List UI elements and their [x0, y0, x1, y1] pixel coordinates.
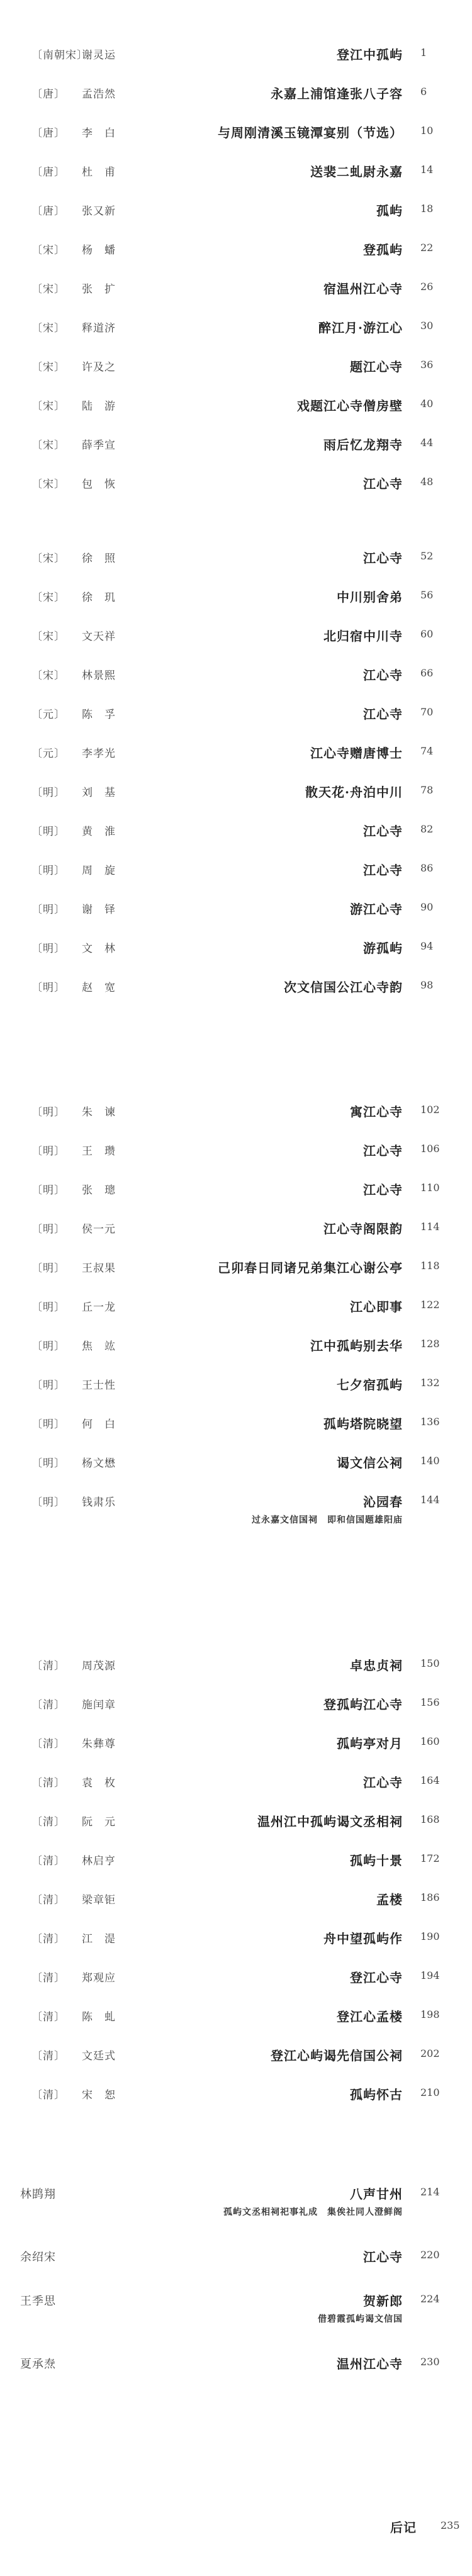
entry-title: 江心寺赠唐博士: [310, 746, 403, 761]
entry-author: 袁 枚: [82, 1777, 116, 1789]
entry-page-number: 1: [420, 47, 427, 59]
entry-dynasty: 〔清〕: [31, 1816, 65, 1828]
entry-title: 醉江月·游江心: [318, 320, 403, 335]
entry-author: 钱肃乐: [82, 1496, 116, 1509]
entry-page-number: 150: [420, 1657, 440, 1669]
entry-page-number: 110: [420, 1182, 440, 1194]
entry-page-number: 214: [420, 2186, 440, 2198]
toc-entry[interactable]: [0, 2350, 472, 2375]
toc-entry[interactable]: [0, 1371, 472, 1396]
entry-page-number: 78: [420, 784, 434, 796]
entry-author: 徐 玑: [82, 591, 116, 604]
toc-entry[interactable]: [0, 1652, 472, 1677]
entry-author: 施闰章: [82, 1699, 116, 1711]
entry-dynasty: 〔清〕: [31, 1699, 65, 1711]
entry-title: 散天花·舟泊中川: [305, 785, 403, 800]
toc-entry[interactable]: [0, 158, 472, 183]
entry-page-number: 10: [420, 125, 434, 137]
afterword-entry[interactable]: [0, 2514, 472, 2539]
entry-dynasty: 〔宋〕: [31, 439, 65, 452]
entry-author: 宋 恕: [82, 2089, 116, 2102]
entry-dynasty: 〔元〕: [31, 708, 65, 721]
toc-entry[interactable]: [0, 1176, 472, 1201]
entry-author: 陆 游: [82, 400, 116, 413]
entry-dynasty: 〔明〕: [31, 904, 65, 916]
entry-page-number: 202: [420, 2047, 440, 2059]
entry-page-number: 82: [420, 823, 434, 835]
toc-entry[interactable]: [0, 2003, 472, 2028]
entry-page-number: 168: [420, 1813, 440, 1825]
toc-entry[interactable]: [0, 236, 472, 261]
entry-title: 贺新郎: [363, 2293, 403, 2309]
entry-dynasty: 〔宋〕: [31, 630, 65, 643]
toc-entry[interactable]: [0, 1215, 472, 1240]
entry-title: 江心寺: [363, 1775, 403, 1790]
entry-dynasty: 〔清〕: [31, 1933, 65, 1946]
entry-page-number: 56: [420, 589, 434, 601]
entry-page-number: 198: [420, 2008, 440, 2020]
entry-author: 陈 虬: [82, 2011, 116, 2024]
entry-author: 焦 竑: [82, 1340, 116, 1353]
entry-dynasty: 〔唐〕: [31, 88, 65, 101]
entry-author: 张又新: [82, 205, 116, 218]
entry-title: 永嘉上浦馆逢张八子容: [271, 86, 403, 101]
entry-dynasty: 〔明〕: [31, 1262, 65, 1275]
entry-title: 登江心孟楼: [337, 2009, 403, 2024]
entry-author: 谢灵运: [82, 49, 116, 62]
toc-entry[interactable]: [0, 583, 472, 608]
toc-entry[interactable]: [0, 392, 472, 417]
entry-author: 徐 照: [82, 552, 116, 565]
entry-page-number: 94: [420, 940, 434, 952]
entry-author: 周茂源: [82, 1660, 116, 1672]
entry-title: 孤屿亭对月: [337, 1736, 403, 1751]
toc-entry[interactable]: [0, 544, 472, 569]
toc-entry[interactable]: [0, 119, 472, 144]
entry-title: 孤屿十景: [350, 1853, 403, 1868]
entry-page-number: 132: [420, 1377, 440, 1389]
entry-title: 宿温州江心寺: [323, 281, 403, 296]
toc-entry[interactable]: [0, 1964, 472, 1989]
entry-dynasty: 〔明〕: [31, 865, 65, 877]
entry-page-number: 70: [420, 706, 434, 718]
entry-author: 王 瓒: [82, 1145, 116, 1158]
entry-author: 谢 铎: [82, 904, 116, 916]
entry-page-number: 128: [420, 1338, 440, 1350]
entry-dynasty: 〔清〕: [31, 1660, 65, 1672]
toc-entry[interactable]: [0, 314, 472, 339]
toc-entry[interactable]: [0, 1886, 472, 1911]
entry-title: 卓忠贞祠: [350, 1658, 403, 1673]
entry-title: 北归宿中川寺: [323, 629, 403, 644]
entry-page-number: 66: [420, 667, 434, 679]
entry-page-number: 220: [420, 2249, 440, 2261]
toc-entry[interactable]: [0, 2287, 472, 2324]
entry-title: 登江中孤屿: [337, 47, 403, 62]
entry-subtitle: 孤屿文丞相祠祀事礼成 集俟社同人澄鲜阁: [223, 2207, 403, 2217]
entry-page-number: 22: [420, 242, 434, 254]
toc-entry[interactable]: [0, 1847, 472, 1872]
entry-title: 江心寺: [363, 668, 403, 683]
entry-dynasty: 〔宋〕: [31, 552, 65, 565]
toc-entry[interactable]: [0, 470, 472, 495]
entry-author: 文天祥: [82, 630, 116, 643]
entry-page-number: 14: [420, 164, 434, 176]
entry-author: 林鹍翔: [20, 2188, 56, 2201]
entry-author: 林景熙: [82, 669, 116, 682]
entry-author: 余绍宋: [20, 2251, 56, 2264]
entry-dynasty: 〔明〕: [31, 1418, 65, 1431]
entry-title: 沁园春: [363, 1494, 403, 1509]
entry-page-number: 40: [420, 398, 434, 410]
entry-author: 孟浩然: [82, 88, 116, 101]
entry-author: 夏承焘: [20, 2358, 56, 2371]
entry-page-number: 172: [420, 1852, 440, 1864]
entry-page-number: 52: [420, 550, 434, 562]
entry-author: 释道济: [82, 322, 116, 335]
entry-title: 江心寺: [363, 863, 403, 878]
entry-dynasty: 〔宋〕: [31, 283, 65, 296]
entry-dynasty: 〔清〕: [31, 1855, 65, 1868]
toc-entry[interactable]: [0, 1691, 472, 1716]
toc-entry[interactable]: [0, 197, 472, 222]
afterword-page-number: 235: [441, 2519, 460, 2531]
entry-title: 温州江中孤屿谒文丞相祠: [257, 1814, 403, 1829]
entry-page-number: 230: [420, 2356, 440, 2368]
toc-entry[interactable]: [0, 1293, 472, 1318]
entry-title: 戏题江心寺僧房壁: [297, 398, 403, 413]
toc-entry[interactable]: [0, 778, 472, 804]
entry-title: 七夕宿孤屿: [337, 1377, 403, 1392]
entry-page-number: 136: [420, 1416, 440, 1428]
entry-page-number: 160: [420, 1735, 440, 1747]
entry-author: 杨文懋: [82, 1457, 116, 1470]
entry-dynasty: 〔明〕: [31, 1340, 65, 1353]
entry-page-number: 190: [420, 1930, 440, 1942]
entry-dynasty: 〔清〕: [31, 2050, 65, 2063]
entry-dynasty: 〔明〕: [31, 1301, 65, 1314]
entry-title: 孤屿: [376, 203, 403, 218]
entry-dynasty: 〔明〕: [31, 1496, 65, 1509]
toc-entry[interactable]: [0, 1925, 472, 1950]
entry-author: 王季思: [20, 2295, 56, 2308]
entry-author: 陈 孚: [82, 708, 116, 721]
entry-page-number: 144: [420, 1494, 440, 1506]
entry-title: 登孤屿江心寺: [323, 1697, 403, 1712]
entry-title: 雨后忆龙翔寺: [323, 437, 403, 452]
entry-title: 江心寺: [363, 551, 403, 566]
entry-page-number: 86: [420, 862, 434, 874]
entry-page-number: 44: [420, 437, 434, 449]
entry-author: 郑观应: [82, 1972, 116, 1985]
toc-entry[interactable]: [0, 2180, 472, 2217]
entry-author: 赵 宽: [82, 982, 116, 994]
entry-title: 江心寺: [363, 2249, 403, 2265]
entry-page-number: 6: [420, 86, 427, 98]
entry-page-number: 140: [420, 1455, 440, 1467]
entry-author: 文廷式: [82, 2050, 116, 2063]
entry-author: 王叔果: [82, 1262, 116, 1275]
entry-author: 刘 基: [82, 787, 116, 799]
toc-entry[interactable]: [0, 1808, 472, 1833]
entry-author: 李孝光: [82, 748, 116, 760]
entry-dynasty: 〔南朝宋〕: [31, 49, 88, 62]
entry-dynasty: 〔明〕: [31, 826, 65, 838]
entry-page-number: 18: [420, 203, 434, 215]
entry-title: 江心寺: [363, 707, 403, 722]
entry-dynasty: 〔明〕: [31, 1379, 65, 1392]
entry-author: 张 璁: [82, 1184, 116, 1197]
entry-page-number: 36: [420, 359, 434, 371]
toc-entry[interactable]: [0, 817, 472, 843]
entry-dynasty: 〔清〕: [31, 1894, 65, 1907]
entry-subtitle: 过永嘉文信国祠 即和信国题雄阳庙: [252, 1515, 403, 1525]
entry-title: 游江心寺: [350, 902, 403, 917]
entry-page-number: 102: [420, 1104, 440, 1116]
entry-page-number: 186: [420, 1891, 440, 1903]
entry-dynasty: 〔明〕: [31, 1223, 65, 1236]
entry-author: 朱 谏: [82, 1106, 116, 1119]
entry-page-number: 194: [420, 1969, 440, 1981]
entry-dynasty: 〔清〕: [31, 2011, 65, 2024]
entry-dynasty: 〔元〕: [31, 748, 65, 760]
entry-dynasty: 〔明〕: [31, 1457, 65, 1470]
entry-dynasty: 〔明〕: [31, 1184, 65, 1197]
toc-entry[interactable]: [0, 2042, 472, 2067]
entry-title: 寓江心寺: [350, 1104, 403, 1119]
toc-entry[interactable]: [0, 700, 472, 725]
entry-author: 许及之: [82, 361, 116, 374]
entry-page-number: 156: [420, 1696, 440, 1708]
entry-title: 舟中望孤屿作: [323, 1931, 403, 1946]
entry-title: 谒文信公祠: [337, 1455, 403, 1470]
entry-author: 文 林: [82, 943, 116, 955]
entry-title: 登江心寺: [350, 1970, 403, 1985]
entry-dynasty: 〔明〕: [31, 982, 65, 994]
entry-page-number: 98: [420, 979, 434, 991]
entry-title: 中川别舍弟: [337, 590, 403, 605]
entry-author: 张 扩: [82, 283, 116, 296]
toc-entry[interactable]: [0, 2243, 472, 2268]
entry-page-number: 60: [420, 628, 434, 640]
entry-author: 丘一龙: [82, 1301, 116, 1314]
entry-author: 梁章钜: [82, 1894, 116, 1907]
entry-author: 李 白: [82, 127, 116, 140]
entry-author: 王士性: [82, 1379, 116, 1392]
entry-page-number: 118: [420, 1260, 440, 1272]
toc-entry[interactable]: [0, 431, 472, 456]
entry-page-number: 122: [420, 1299, 440, 1311]
entry-page-number: 90: [420, 901, 434, 913]
toc-entry[interactable]: [0, 1769, 472, 1794]
entry-title: 己卯春日同诸兄弟集江心谢公亭: [218, 1260, 403, 1275]
entry-title: 游孤屿: [363, 941, 403, 956]
entry-page-number: 224: [420, 2293, 440, 2305]
entry-dynasty: 〔清〕: [31, 1777, 65, 1789]
entry-author: 侯一元: [82, 1223, 116, 1236]
entry-dynasty: 〔唐〕: [31, 127, 65, 140]
toc-entry[interactable]: [0, 2081, 472, 2106]
toc-entry[interactable]: [0, 856, 472, 882]
entry-title: 孤屿塔院晓望: [323, 1416, 403, 1431]
toc-entry[interactable]: [0, 1410, 472, 1435]
entry-page-number: 114: [420, 1221, 440, 1233]
toc-entry[interactable]: [0, 275, 472, 300]
entry-dynasty: 〔清〕: [31, 2089, 65, 2102]
entry-dynasty: 〔明〕: [31, 1145, 65, 1158]
toc-entry[interactable]: [0, 622, 472, 647]
toc-entry[interactable]: [0, 1730, 472, 1755]
afterword-title: 后记: [390, 2520, 417, 2535]
entry-page-number: 106: [420, 1143, 440, 1155]
entry-title: 江心寺阁限韵: [323, 1221, 403, 1236]
entry-page-number: 30: [420, 320, 434, 332]
entry-title: 江中孤屿别去华: [310, 1338, 403, 1353]
entry-dynasty: 〔宋〕: [31, 322, 65, 335]
toc-entry[interactable]: [0, 1449, 472, 1474]
entry-dynasty: 〔清〕: [31, 1972, 65, 1985]
entry-title: 江心即事: [350, 1299, 403, 1314]
entry-author: 阮 元: [82, 1816, 116, 1828]
entry-title: 江心寺: [363, 824, 403, 839]
entry-author: 朱彝尊: [82, 1738, 116, 1750]
toc-entry[interactable]: [0, 80, 472, 105]
entry-title: 次文信国公江心寺韵: [284, 980, 403, 995]
entry-dynasty: 〔清〕: [31, 1738, 65, 1750]
entry-author: 林启亨: [82, 1855, 116, 1868]
entry-title: 登江心屿谒先信国公祠: [271, 2048, 403, 2063]
entry-page-number: 164: [420, 1774, 440, 1786]
entry-title: 江心寺: [363, 476, 403, 491]
entry-title: 登孤屿: [363, 242, 403, 257]
entry-author: 何 白: [82, 1418, 116, 1431]
entry-title: 送裴二虬尉永嘉: [310, 164, 403, 179]
toc-entry[interactable]: [0, 934, 472, 960]
entry-dynasty: 〔宋〕: [31, 244, 65, 257]
toc-entry[interactable]: [0, 353, 472, 378]
toc-entry[interactable]: [0, 895, 472, 921]
entry-dynasty: 〔宋〕: [31, 400, 65, 413]
entry-dynasty: 〔宋〕: [31, 591, 65, 604]
entry-dynasty: 〔明〕: [31, 787, 65, 799]
entry-author: 薛季宣: [82, 439, 116, 452]
entry-dynasty: 〔唐〕: [31, 205, 65, 218]
entry-author: 杜 甫: [82, 166, 116, 179]
entry-title: 温州江心寺: [337, 2356, 403, 2372]
entry-dynasty: 〔宋〕: [31, 669, 65, 682]
entry-dynasty: 〔宋〕: [31, 478, 65, 491]
toc-entry[interactable]: [0, 1098, 472, 1123]
entry-author: 江 湜: [82, 1933, 116, 1946]
entry-dynasty: 〔明〕: [31, 943, 65, 955]
toc-entry[interactable]: [0, 1137, 472, 1162]
entry-title: 题江心寺: [350, 359, 403, 374]
entry-dynasty: 〔明〕: [31, 1106, 65, 1119]
entry-author: 周 旋: [82, 865, 116, 877]
toc-entry[interactable]: [0, 1332, 472, 1357]
entry-title: 与周刚清溪玉镜潭宴别（节选）: [218, 125, 403, 140]
entry-author: 黄 淮: [82, 826, 116, 838]
toc-entry[interactable]: [0, 739, 472, 764]
entry-title: 孟楼: [376, 1892, 403, 1907]
entry-title: 江心寺: [363, 1182, 403, 1197]
toc-entry[interactable]: [0, 41, 472, 66]
entry-author: 杨 蟠: [82, 244, 116, 257]
entry-dynasty: 〔唐〕: [31, 166, 65, 179]
toc-entry[interactable]: [0, 973, 472, 999]
entry-page-number: 210: [420, 2086, 440, 2098]
toc-entry[interactable]: [0, 1254, 472, 1279]
entry-dynasty: 〔宋〕: [31, 361, 65, 374]
entry-title: 江心寺: [363, 1143, 403, 1158]
entry-page-number: 74: [420, 745, 434, 757]
entry-title: 孤屿怀古: [350, 2087, 403, 2102]
entry-subtitle: 借碧霞孤屿谒文信国: [318, 2314, 403, 2324]
entry-author: 包 恢: [82, 478, 116, 491]
toc-entry[interactable]: [0, 1488, 472, 1525]
entry-page-number: 26: [420, 281, 434, 293]
entry-page-number: 48: [420, 476, 434, 488]
toc-entry[interactable]: [0, 661, 472, 686]
entry-title: 八声甘州: [350, 2187, 403, 2202]
